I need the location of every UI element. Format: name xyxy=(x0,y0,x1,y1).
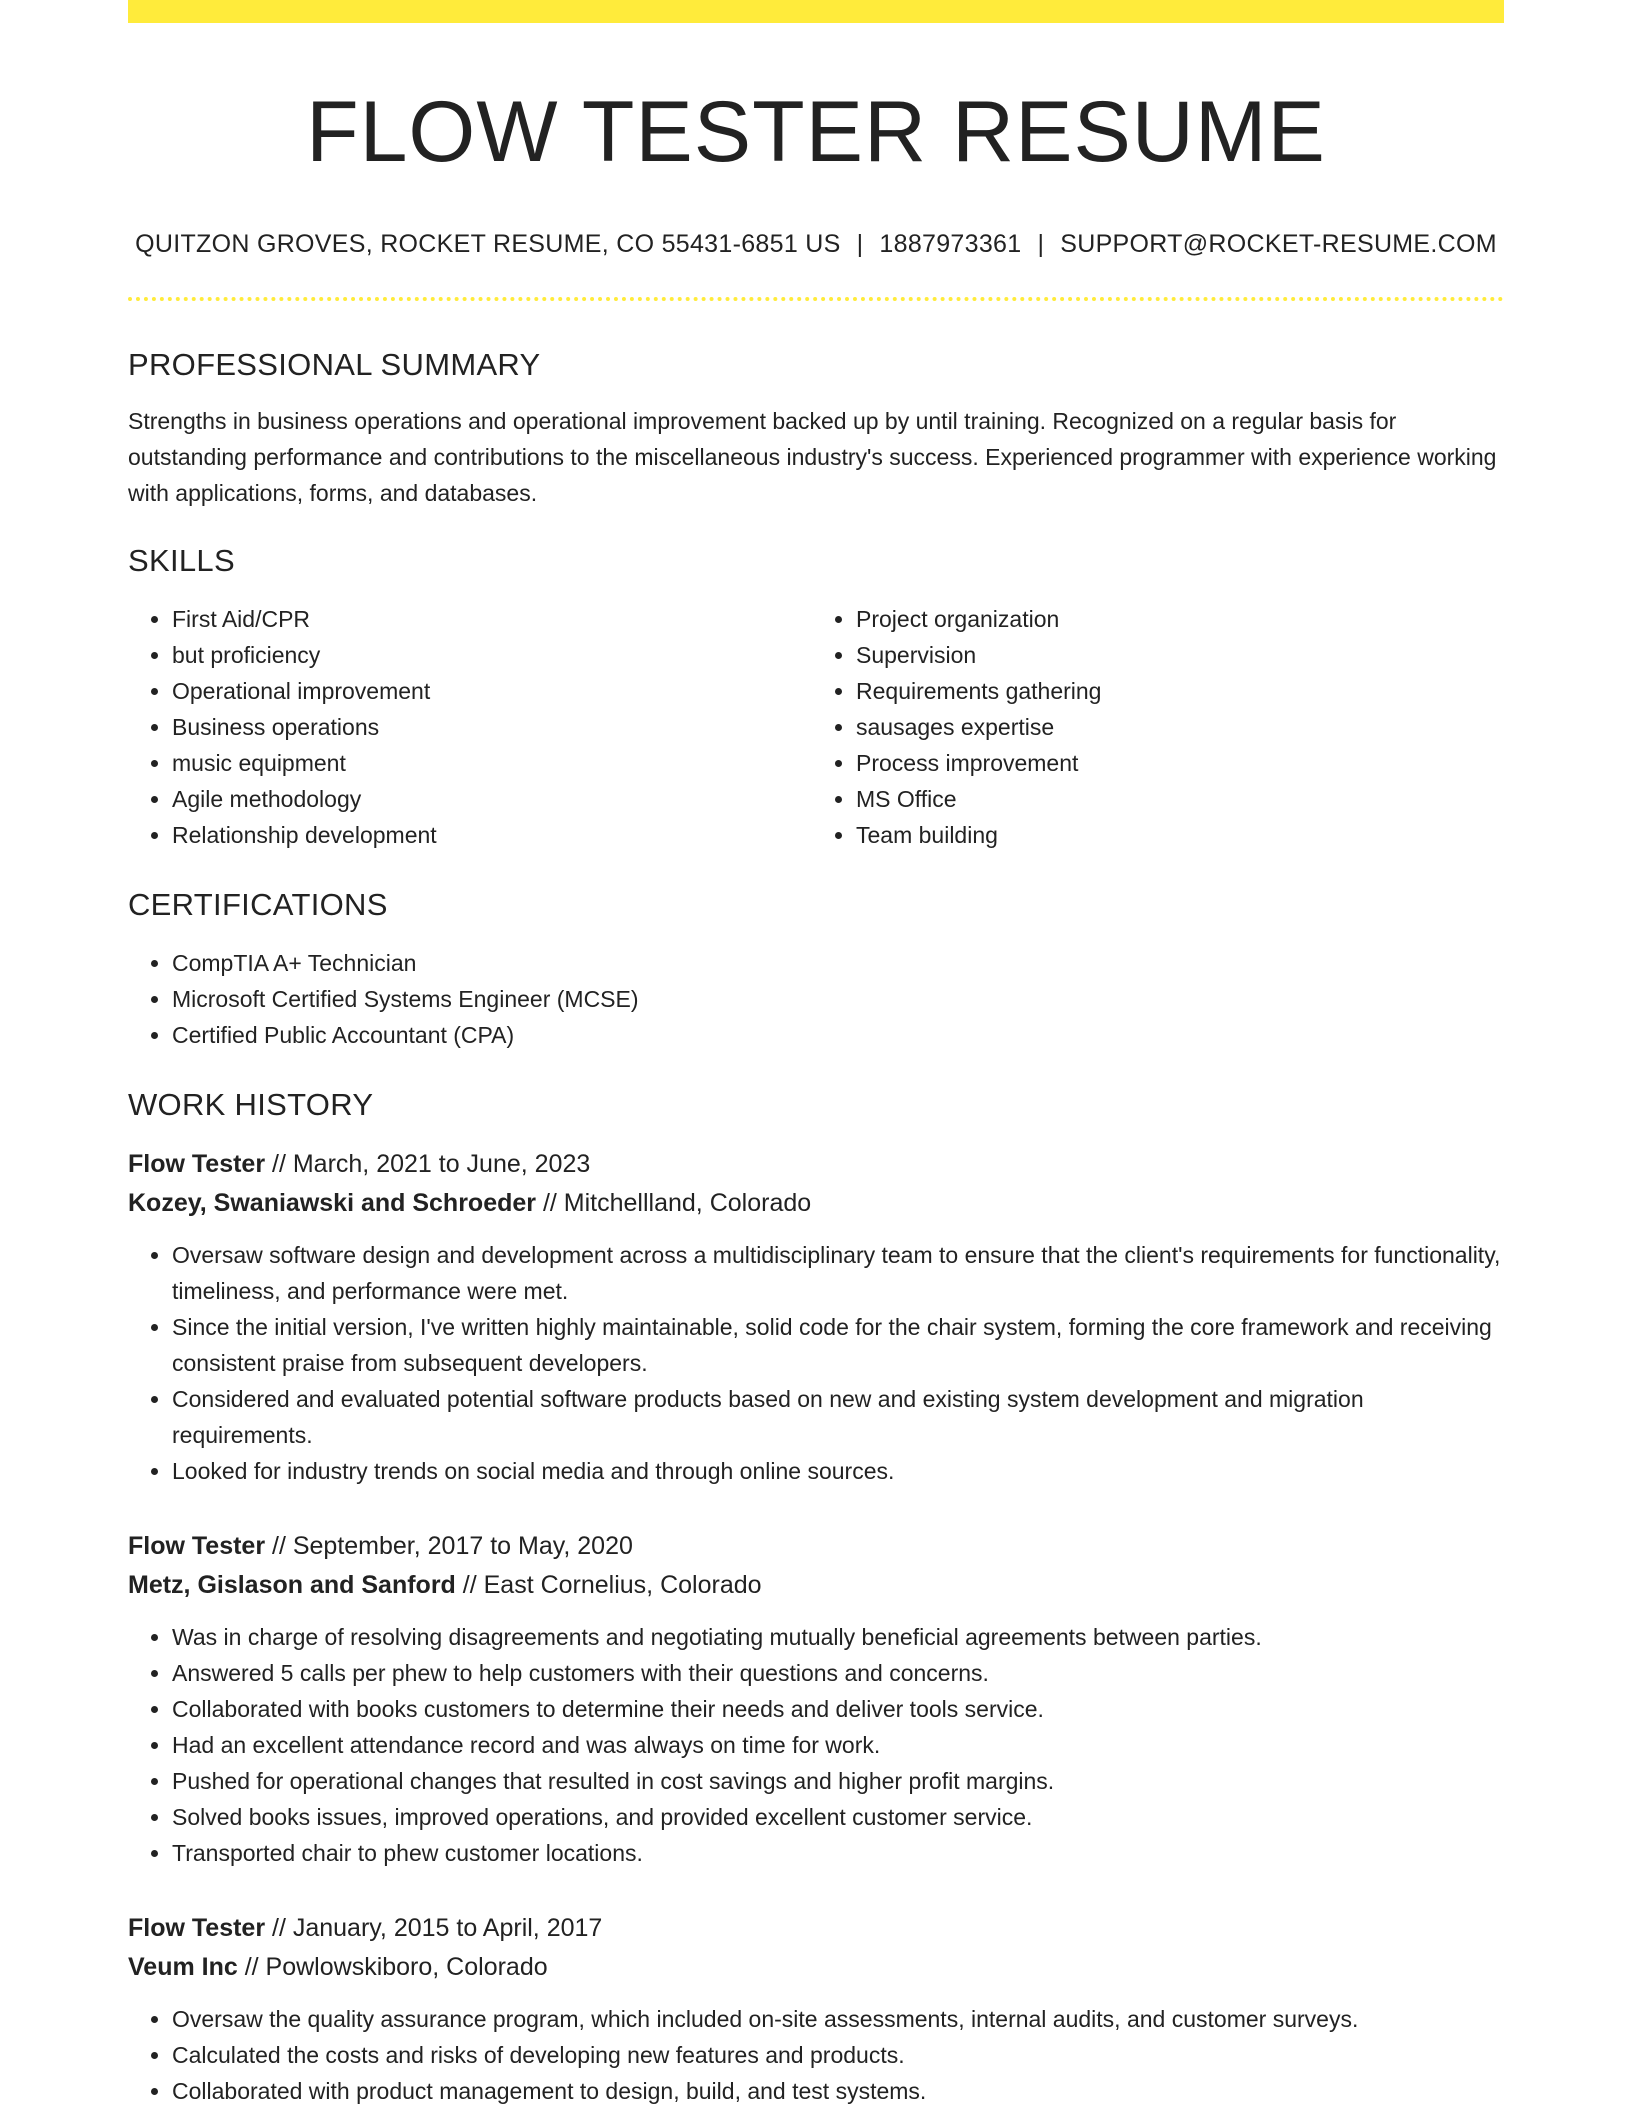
job-company-line xyxy=(128,1948,1504,1987)
skill-item: • Requirements gathering xyxy=(856,673,1490,709)
job-entry xyxy=(128,1145,1504,1489)
job-location: // East Cornelius, Colorado xyxy=(455,1570,762,1599)
resume-page xyxy=(128,0,1504,2109)
job-bullet: • Solved books issues, improved operations, and provided excellent customer service. xyxy=(172,1799,1504,1835)
skill-item: • MS Office xyxy=(856,781,1490,817)
resume-title: FLOW TESTER RESUME xyxy=(306,84,1326,180)
certifications-list xyxy=(128,945,1504,1053)
contact-email: SUPPORT@ROCKET-RESUME.COM xyxy=(1060,229,1497,258)
job-role-line xyxy=(128,1909,1504,1948)
job-bullet: • Considered and evaluated potential software products based on new and existing system development and migration requirements. xyxy=(172,1381,1504,1453)
certification-item: • Certified Public Accountant (CPA) xyxy=(172,1017,1504,1053)
accent-top-bar xyxy=(128,0,1504,23)
certifications-heading: CERTIFICATIONS xyxy=(128,886,388,922)
skill-item: • Team building xyxy=(856,817,1490,853)
job-role-line xyxy=(128,1527,1504,1566)
work-history-heading: WORK HISTORY xyxy=(128,1086,374,1122)
skill-item: • Relationship development xyxy=(172,817,806,853)
job-bullets xyxy=(128,1237,1504,1489)
job-bullets xyxy=(128,2001,1504,2109)
job-bullet: • Oversaw software design and development across a multidisciplinary team to ensure that the client's requirements for functionality, timeliness, and performance were met. xyxy=(172,1237,1504,1309)
job-company: Metz, Gislason and Sanford xyxy=(128,1570,456,1599)
certification-item: • CompTIA A+ Technician xyxy=(172,945,1504,981)
job-bullet: • Oversaw the quality assurance program, which included on-site assessments, internal audits, and customer surveys. xyxy=(172,2001,1504,2037)
certification-item: • Microsoft Certified Systems Engineer (MCSE) xyxy=(172,981,1504,1017)
job-location: // Mitchellland, Colorado xyxy=(536,1188,812,1217)
job-dates: // March, 2021 to June, 2023 xyxy=(265,1149,591,1178)
job-role-line xyxy=(128,1145,1504,1184)
skills-heading: SKILLS xyxy=(128,542,235,578)
contact-line xyxy=(128,230,1504,259)
job-role: Flow Tester xyxy=(128,1149,266,1178)
job-company-line xyxy=(128,1184,1504,1223)
job-bullet: • Answered 5 calls per phew to help customers with their questions and concerns. xyxy=(172,1655,1504,1691)
skill-item: • music equipment xyxy=(172,745,806,781)
skill-item: • Process improvement xyxy=(856,745,1490,781)
job-bullet: • Collaborated with product management to design, build, and test systems. xyxy=(172,2073,1504,2109)
contact-separator: | xyxy=(1037,229,1045,258)
job-entry xyxy=(128,1527,1504,1871)
skill-item: • Business operations xyxy=(172,709,806,745)
summary-text: Strengths in business operations and operational improvement backed up by until training. Recognized on a regular basis for outstanding performance and contributions to the miscellaneous industry's success. Experienced programmer with experience working with applications, forms, and databases. xyxy=(128,407,1497,506)
contact-address: QUITZON GROVES, ROCKET RESUME, CO 55431-6851 US xyxy=(135,229,841,258)
job-location: // Powlowskiboro, Colorado xyxy=(237,1952,548,1981)
contact-separator: | xyxy=(856,229,864,258)
contact-phone: 1887973361 xyxy=(879,229,1022,258)
job-role: Flow Tester xyxy=(128,1531,266,1560)
job-bullet: • Transported chair to phew customer locations. xyxy=(172,1835,1504,1871)
job-bullet: • Pushed for operational changes that resulted in cost savings and higher profit margins. xyxy=(172,1763,1504,1799)
summary-heading: PROFESSIONAL SUMMARY xyxy=(128,346,541,382)
dotted-divider xyxy=(128,297,1504,301)
skill-item: • Agile methodology xyxy=(172,781,806,817)
job-bullet: • Had an excellent attendance record and was always on time for work. xyxy=(172,1727,1504,1763)
job-dates: // January, 2015 to April, 2017 xyxy=(265,1913,603,1942)
job-role: Flow Tester xyxy=(128,1913,266,1942)
skills-left-list xyxy=(128,601,806,853)
skill-item: • but proficiency xyxy=(172,637,806,673)
skills-columns xyxy=(128,601,1504,853)
skill-item: • sausages expertise xyxy=(856,709,1490,745)
job-entry xyxy=(128,1909,1504,2109)
skill-item: • First Aid/CPR xyxy=(172,601,806,637)
job-bullet: • Calculated the costs and risks of developing new features and products. xyxy=(172,2037,1504,2073)
job-bullet: • Looked for industry trends on social media and through online sources. xyxy=(172,1453,1504,1489)
skills-right-list xyxy=(806,601,1490,853)
job-dates: // September, 2017 to May, 2020 xyxy=(265,1531,633,1560)
skill-item: • Operational improvement xyxy=(172,673,806,709)
job-bullets xyxy=(128,1619,1504,1871)
job-bullet: • Was in charge of resolving disagreements and negotiating mutually beneficial agreements between parties. xyxy=(172,1619,1504,1655)
job-bullet: • Since the initial version, I've written highly maintainable, solid code for the chair system, forming the core framework and receiving consistent praise from subsequent developers. xyxy=(172,1309,1504,1381)
job-company: Kozey, Swaniawski and Schroeder xyxy=(128,1188,537,1217)
skill-item: • Supervision xyxy=(856,637,1490,673)
job-bullet: • Collaborated with books customers to determine their needs and deliver tools service. xyxy=(172,1691,1504,1727)
job-company: Veum Inc xyxy=(128,1952,238,1981)
job-company-line xyxy=(128,1566,1504,1605)
skill-item: • Project organization xyxy=(856,601,1490,637)
